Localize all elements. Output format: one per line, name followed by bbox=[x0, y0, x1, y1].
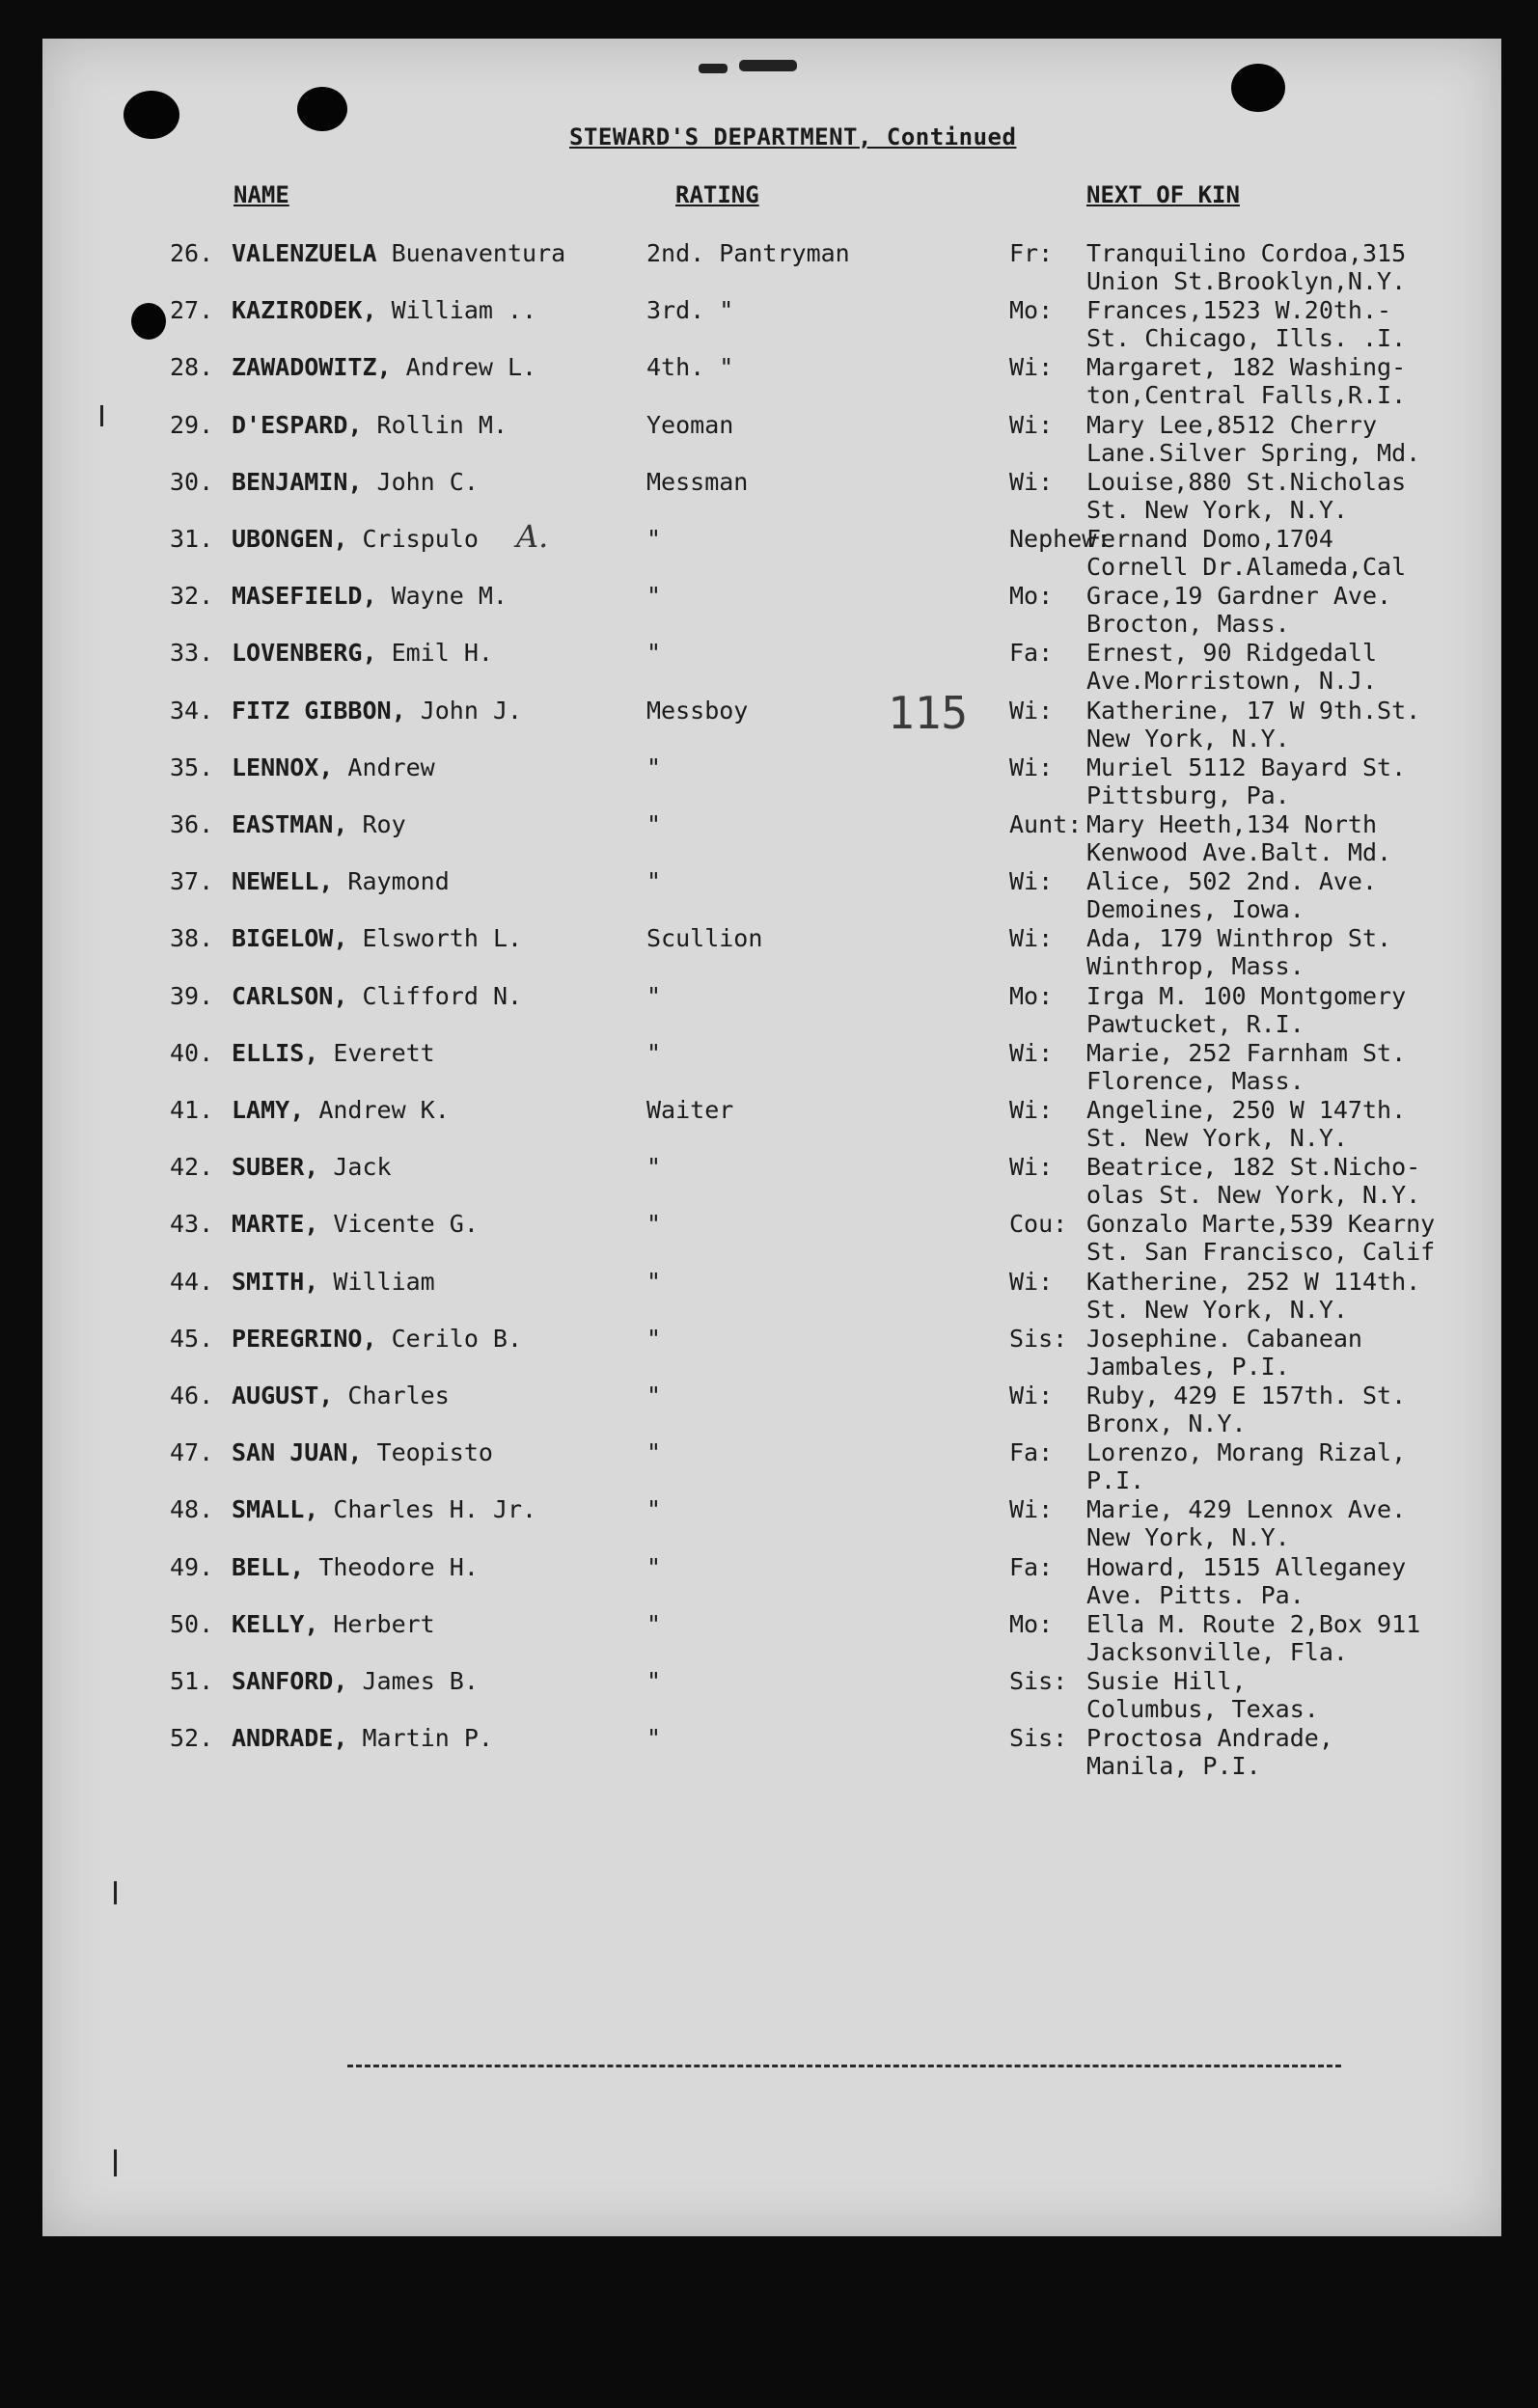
crew-name bbox=[232, 239, 565, 267]
kin-relation: Wi: bbox=[1009, 1382, 1054, 1409]
surname: KELLY, bbox=[232, 1609, 319, 1638]
kin-relation: Wi: bbox=[1009, 467, 1054, 496]
kin-address-line-2: Kenwood Ave.Balt. Md. bbox=[1086, 838, 1392, 866]
kin-address-line-1: Marie, 429 Lennox Ave. bbox=[1086, 1495, 1407, 1524]
kin-address-line-1: Fernand Domo,1704 bbox=[1086, 525, 1333, 553]
given-name: Clifford N. bbox=[362, 981, 523, 1010]
kin-address-line-2: Demoines, Iowa. bbox=[1086, 895, 1305, 924]
kin-address-line-1: Tranquilino Cordoa,315 bbox=[1086, 239, 1407, 267]
kin-address-line-1: Lorenzo, Morang Rizal, bbox=[1086, 1438, 1407, 1467]
surname: UBONGEN, bbox=[232, 525, 348, 553]
surname: SMITH, bbox=[232, 1267, 319, 1296]
entry-number: 30. bbox=[170, 467, 214, 496]
rating: 4th. " bbox=[646, 353, 734, 382]
rating: " bbox=[646, 1382, 662, 1409]
crew-row bbox=[0, 239, 1538, 293]
kin-address-line-1: Ella M. Route 2,Box 911 bbox=[1086, 1609, 1421, 1638]
crew-row bbox=[0, 1667, 1538, 1721]
entry-number: 39. bbox=[170, 981, 214, 1010]
rating: " bbox=[646, 1724, 662, 1753]
kin-address-line-2: olas St. New York, N.Y. bbox=[1086, 1181, 1421, 1210]
rating: " bbox=[646, 1267, 662, 1296]
given-name: Everett bbox=[333, 1038, 435, 1067]
punch-hole bbox=[124, 91, 179, 139]
entry-number: 32. bbox=[170, 582, 214, 611]
crew-row bbox=[0, 1495, 1538, 1552]
entry-number: 43. bbox=[170, 1210, 214, 1239]
kin-relation: Sis: bbox=[1009, 1667, 1068, 1695]
kin-address-line-2: St. New York, N.Y. bbox=[1086, 1124, 1348, 1152]
punch-hole bbox=[1231, 64, 1285, 112]
rating: " bbox=[646, 1609, 662, 1638]
kin-relation: Mo: bbox=[1009, 1609, 1054, 1638]
page-number: 115 bbox=[888, 687, 969, 739]
surname: BENJAMIN, bbox=[232, 467, 363, 496]
rating: " bbox=[646, 752, 662, 781]
kin-address-line-2: Winthrop, Mass. bbox=[1086, 952, 1305, 981]
kin-relation: Wi: bbox=[1009, 867, 1054, 896]
kin-relation: Wi: bbox=[1009, 1267, 1054, 1296]
entry-number: 28. bbox=[170, 353, 214, 382]
rating: " bbox=[646, 1495, 662, 1524]
surname: LENNOX, bbox=[232, 752, 334, 781]
kin-address-line-1: Ernest, 90 Ridgedall bbox=[1086, 639, 1378, 668]
crew-name bbox=[232, 1610, 435, 1638]
entry-number: 33. bbox=[170, 639, 214, 668]
surname: EASTMAN, bbox=[232, 810, 348, 838]
crew-row bbox=[0, 525, 1538, 579]
given-name: Andrew K. bbox=[318, 1096, 450, 1124]
crew-name bbox=[232, 982, 522, 1010]
entry-number: 44. bbox=[170, 1267, 214, 1296]
entry-number: 52. bbox=[170, 1724, 214, 1753]
kin-address-line-1: Louise,880 St.Nicholas bbox=[1086, 467, 1407, 496]
rating: " bbox=[646, 1552, 662, 1581]
rating: " bbox=[646, 1438, 662, 1467]
crew-name bbox=[232, 1495, 536, 1523]
surname: VALENZUELA bbox=[232, 239, 377, 267]
crew-name bbox=[232, 468, 479, 496]
rating: Waiter bbox=[646, 1096, 734, 1124]
given-name: Charles H. Jr. bbox=[333, 1495, 537, 1524]
ink-smudge bbox=[739, 60, 797, 71]
kin-relation: Sis: bbox=[1009, 1324, 1068, 1353]
given-name: Vicente G. bbox=[333, 1210, 479, 1239]
kin-address-line-2: P.I. bbox=[1086, 1466, 1145, 1495]
kin-address-line-1: Proctosa Andrade, bbox=[1086, 1724, 1333, 1753]
crew-row bbox=[0, 296, 1538, 353]
kin-address-line-1: Muriel 5112 Bayard St. bbox=[1086, 752, 1407, 781]
entry-number: 45. bbox=[170, 1324, 214, 1353]
given-name: Andrew bbox=[347, 752, 435, 781]
crew-name bbox=[232, 1724, 493, 1752]
given-name: Roy bbox=[362, 810, 406, 838]
surname: BIGELOW, bbox=[232, 924, 348, 953]
ink-smudge bbox=[699, 64, 728, 73]
crew-row bbox=[0, 1610, 1538, 1664]
kin-relation: Wi: bbox=[1009, 924, 1054, 953]
rating: Yeoman bbox=[646, 410, 734, 439]
kin-address-line-2: Jacksonville, Fla. bbox=[1086, 1637, 1348, 1666]
kin-address-line-1: Marie, 252 Farnham St. bbox=[1086, 1038, 1407, 1067]
surname: MASEFIELD, bbox=[232, 582, 377, 611]
surname: SANFORD, bbox=[232, 1667, 348, 1695]
crew-name bbox=[232, 1153, 392, 1181]
kin-relation: Fa: bbox=[1009, 1552, 1054, 1581]
crew-name bbox=[232, 924, 522, 952]
kin-address-line-1: Frances,1523 W.20th.- bbox=[1086, 296, 1392, 325]
kin-address-line-2: Pittsburg, Pa. bbox=[1086, 780, 1290, 809]
crew-row bbox=[0, 411, 1538, 465]
kin-address-line-2: New York, N.Y. bbox=[1086, 1523, 1290, 1552]
entry-number: 26. bbox=[170, 239, 214, 267]
given-name: Buenaventura bbox=[391, 239, 566, 267]
crew-row bbox=[0, 1268, 1538, 1322]
rating: Messboy bbox=[646, 696, 749, 725]
kin-relation: Mo: bbox=[1009, 981, 1054, 1010]
kin-relation: Fa: bbox=[1009, 639, 1054, 668]
crew-name bbox=[232, 1325, 522, 1353]
crew-row bbox=[0, 353, 1538, 410]
kin-address-line-2: Bronx, N.Y. bbox=[1086, 1409, 1247, 1437]
rating: " bbox=[646, 810, 662, 838]
crew-row bbox=[0, 1153, 1538, 1210]
surname: SMALL, bbox=[232, 1495, 319, 1524]
entry-number: 51. bbox=[170, 1667, 214, 1695]
entry-number: 34. bbox=[170, 696, 214, 725]
kin-address-line-2: Pawtucket, R.I. bbox=[1086, 1009, 1305, 1038]
kin-address-line-1: Katherine, 252 W 114th. bbox=[1086, 1267, 1421, 1296]
rating: " bbox=[646, 1210, 662, 1239]
margin-tick bbox=[114, 1881, 117, 1904]
given-name: Emil H. bbox=[391, 639, 493, 668]
rating: " bbox=[646, 1038, 662, 1067]
kin-relation: Cou: bbox=[1009, 1210, 1068, 1239]
kin-address-line-2: Brocton, Mass. bbox=[1086, 610, 1290, 639]
punch-hole bbox=[297, 87, 347, 131]
kin-address-line-1: Katherine, 17 W 9th.St. bbox=[1086, 696, 1421, 725]
entry-number: 36. bbox=[170, 810, 214, 838]
crew-name bbox=[232, 411, 508, 439]
kin-relation: Sis: bbox=[1009, 1724, 1068, 1753]
crew-name bbox=[232, 1667, 479, 1695]
entry-number: 35. bbox=[170, 752, 214, 781]
bottom-rule bbox=[347, 2065, 1341, 2067]
crew-row bbox=[0, 1096, 1538, 1150]
entry-number: 40. bbox=[170, 1038, 214, 1067]
entry-number: 42. bbox=[170, 1153, 214, 1182]
given-name: John J. bbox=[420, 696, 523, 725]
kin-address-line-2: Jambales, P.I. bbox=[1086, 1352, 1290, 1381]
rating: Scullion bbox=[646, 924, 763, 953]
kin-relation: Fr: bbox=[1009, 239, 1054, 267]
crew-name bbox=[232, 639, 493, 667]
column-header-next-of-kin: NEXT OF KIN bbox=[1086, 181, 1240, 208]
given-name: James B. bbox=[362, 1667, 479, 1695]
kin-address-line-2: Ave. Pitts. Pa. bbox=[1086, 1580, 1305, 1609]
crew-name bbox=[232, 1382, 450, 1409]
kin-address-line-2: Lane.Silver Spring, Md. bbox=[1086, 438, 1421, 467]
kin-address-line-2: St. San Francisco, Calif bbox=[1086, 1238, 1436, 1267]
crew-row bbox=[0, 1039, 1538, 1093]
surname: SUBER, bbox=[232, 1153, 319, 1182]
given-name: Crispulo bbox=[362, 525, 479, 553]
crew-name bbox=[232, 1553, 479, 1581]
surname: MARTE, bbox=[232, 1210, 319, 1239]
entry-number: 50. bbox=[170, 1609, 214, 1638]
crew-row bbox=[0, 1553, 1538, 1607]
surname: LAMY, bbox=[232, 1096, 305, 1124]
given-name: Raymond bbox=[347, 867, 450, 896]
given-name: John C. bbox=[376, 467, 479, 496]
crew-row bbox=[0, 982, 1538, 1036]
crew-name bbox=[232, 353, 536, 381]
kin-address-line-1: Mary Lee,8512 Cherry bbox=[1086, 410, 1378, 439]
kin-relation: Wi: bbox=[1009, 696, 1054, 725]
given-name: Herbert bbox=[333, 1609, 435, 1638]
kin-address-line-2: New York, N.Y. bbox=[1086, 724, 1290, 752]
surname: PEREGRINO, bbox=[232, 1324, 377, 1353]
kin-address-line-1: Grace,19 Gardner Ave. bbox=[1086, 582, 1392, 611]
kin-address-line-1: Mary Heeth,134 North bbox=[1086, 810, 1378, 838]
rating: Messman bbox=[646, 467, 749, 496]
crew-row bbox=[0, 810, 1538, 864]
rating: 2nd. Pantryman bbox=[646, 239, 850, 267]
kin-address-line-1: Alice, 502 2nd. Ave. bbox=[1086, 867, 1378, 896]
kin-relation: Mo: bbox=[1009, 582, 1054, 611]
department-title: STEWARD'S DEPARTMENT, Continued bbox=[569, 123, 1017, 150]
crew-name bbox=[232, 1096, 450, 1124]
rating: " bbox=[646, 582, 662, 611]
surname: ELLIS, bbox=[232, 1038, 319, 1067]
kin-address-line-1: Margaret, 182 Washing- bbox=[1086, 353, 1407, 382]
surname: AUGUST, bbox=[232, 1382, 334, 1409]
column-header-name: NAME bbox=[233, 181, 289, 208]
crew-row bbox=[0, 1724, 1538, 1781]
kin-address-line-2: St. Chicago, Ills. .I. bbox=[1086, 324, 1407, 353]
entry-number: 48. bbox=[170, 1495, 214, 1524]
given-name: Rollin M. bbox=[376, 410, 508, 439]
kin-relation: Wi: bbox=[1009, 1038, 1054, 1067]
kin-relation: Aunt: bbox=[1009, 810, 1083, 838]
given-name: Theodore H. bbox=[318, 1552, 479, 1581]
crew-row bbox=[0, 582, 1538, 639]
kin-relation: Mo: bbox=[1009, 296, 1054, 325]
surname: BELL, bbox=[232, 1552, 305, 1581]
rating: " bbox=[646, 867, 662, 896]
entry-number: 31. bbox=[170, 525, 214, 553]
crew-row bbox=[0, 1438, 1538, 1495]
crew-row bbox=[0, 1325, 1538, 1379]
crew-name bbox=[232, 1039, 435, 1067]
crew-name bbox=[232, 697, 522, 725]
kin-relation: Fa: bbox=[1009, 1438, 1054, 1467]
handwritten-annotation: A. bbox=[516, 518, 549, 555]
given-name: Charles bbox=[347, 1382, 450, 1409]
kin-relation: Wi: bbox=[1009, 1096, 1054, 1124]
surname: D'ESPARD, bbox=[232, 410, 363, 439]
kin-address-line-1: Josephine. Cabanean bbox=[1086, 1324, 1362, 1353]
kin-address-line-2: Union St.Brooklyn,N.Y. bbox=[1086, 267, 1407, 295]
kin-address-line-2: Columbus, Texas. bbox=[1086, 1695, 1319, 1723]
given-name: Cerilo B. bbox=[391, 1324, 523, 1353]
given-name: Andrew L. bbox=[405, 353, 537, 382]
given-name: William .. bbox=[391, 296, 537, 325]
entry-number: 37. bbox=[170, 867, 214, 896]
kin-relation: Wi: bbox=[1009, 1495, 1054, 1524]
rating: " bbox=[646, 525, 662, 553]
crew-row bbox=[0, 639, 1538, 696]
crew-name bbox=[232, 1438, 493, 1466]
kin-address-line-1: Ruby, 429 E 157th. St. bbox=[1086, 1382, 1407, 1409]
margin-tick bbox=[114, 2149, 117, 2176]
surname: SAN JUAN, bbox=[232, 1438, 363, 1467]
crew-row bbox=[0, 924, 1538, 981]
entry-number: 41. bbox=[170, 1096, 214, 1124]
given-name: Martin P. bbox=[362, 1724, 493, 1753]
entry-number: 47. bbox=[170, 1438, 214, 1467]
kin-address-line-2: Manila, P.I. bbox=[1086, 1752, 1261, 1781]
kin-address-line-1: Susie Hill, bbox=[1086, 1667, 1247, 1695]
rating: " bbox=[646, 1153, 662, 1182]
kin-address-line-1: Ada, 179 Winthrop St. bbox=[1086, 924, 1392, 953]
crew-row bbox=[0, 753, 1538, 807]
rating: " bbox=[646, 639, 662, 668]
kin-address-line-1: Irga M. 100 Montgomery bbox=[1086, 981, 1407, 1010]
crew-name bbox=[232, 867, 450, 895]
kin-relation: Nephew: bbox=[1009, 525, 1112, 553]
surname: KAZIRODEK, bbox=[232, 296, 377, 325]
kin-address-line-1: Angeline, 250 W 147th. bbox=[1086, 1096, 1407, 1124]
entry-number: 27. bbox=[170, 296, 214, 325]
crew-row bbox=[0, 468, 1538, 522]
surname: NEWELL, bbox=[232, 867, 334, 896]
kin-address-line-2: St. New York, N.Y. bbox=[1086, 495, 1348, 524]
crew-row bbox=[0, 697, 1538, 751]
entry-number: 49. bbox=[170, 1552, 214, 1581]
given-name: Wayne M. bbox=[391, 582, 508, 611]
kin-relation: Wi: bbox=[1009, 752, 1054, 781]
kin-address-line-2: Ave.Morristown, N.J. bbox=[1086, 667, 1378, 696]
surname: ZAWADOWITZ, bbox=[232, 353, 392, 382]
given-name: Elsworth L. bbox=[362, 924, 523, 953]
crew-name bbox=[232, 753, 435, 781]
entry-number: 46. bbox=[170, 1382, 214, 1409]
crew-row bbox=[0, 1382, 1538, 1436]
crew-name bbox=[232, 582, 508, 610]
crew-name bbox=[232, 1210, 479, 1238]
kin-address-line-2: ton,Central Falls,R.I. bbox=[1086, 381, 1407, 410]
surname: LOVENBERG, bbox=[232, 639, 377, 668]
kin-relation: Wi: bbox=[1009, 410, 1054, 439]
kin-address-line-1: Beatrice, 182 St.Nicho- bbox=[1086, 1153, 1421, 1182]
rating: " bbox=[646, 981, 662, 1010]
given-name: William bbox=[333, 1267, 435, 1296]
entry-number: 29. bbox=[170, 410, 214, 439]
given-name: Jack bbox=[333, 1153, 392, 1182]
rating: 3rd. " bbox=[646, 296, 734, 325]
crew-name bbox=[232, 810, 406, 838]
rating: " bbox=[646, 1667, 662, 1695]
surname: ANDRADE, bbox=[232, 1724, 348, 1753]
kin-address-line-1: Gonzalo Marte,539 Kearny bbox=[1086, 1210, 1436, 1239]
rating: " bbox=[646, 1324, 662, 1353]
kin-address-line-1: Howard, 1515 Alleganey bbox=[1086, 1552, 1407, 1581]
crew-name bbox=[232, 296, 536, 324]
crew-row bbox=[0, 867, 1538, 924]
surname: CARLSON, bbox=[232, 981, 348, 1010]
kin-address-line-2: Cornell Dr.Alameda,Cal bbox=[1086, 553, 1407, 581]
entry-number: 38. bbox=[170, 924, 214, 953]
kin-relation: Wi: bbox=[1009, 353, 1054, 382]
crew-name bbox=[232, 1268, 435, 1296]
surname: FITZ GIBBON, bbox=[232, 696, 406, 725]
crew-name bbox=[232, 525, 479, 553]
given-name: Teopisto bbox=[376, 1438, 493, 1467]
column-header-rating: RATING bbox=[675, 181, 759, 208]
kin-address-line-2: Florence, Mass. bbox=[1086, 1066, 1305, 1095]
crew-row bbox=[0, 1210, 1538, 1267]
kin-relation: Wi: bbox=[1009, 1153, 1054, 1182]
kin-address-line-2: St. New York, N.Y. bbox=[1086, 1295, 1348, 1324]
